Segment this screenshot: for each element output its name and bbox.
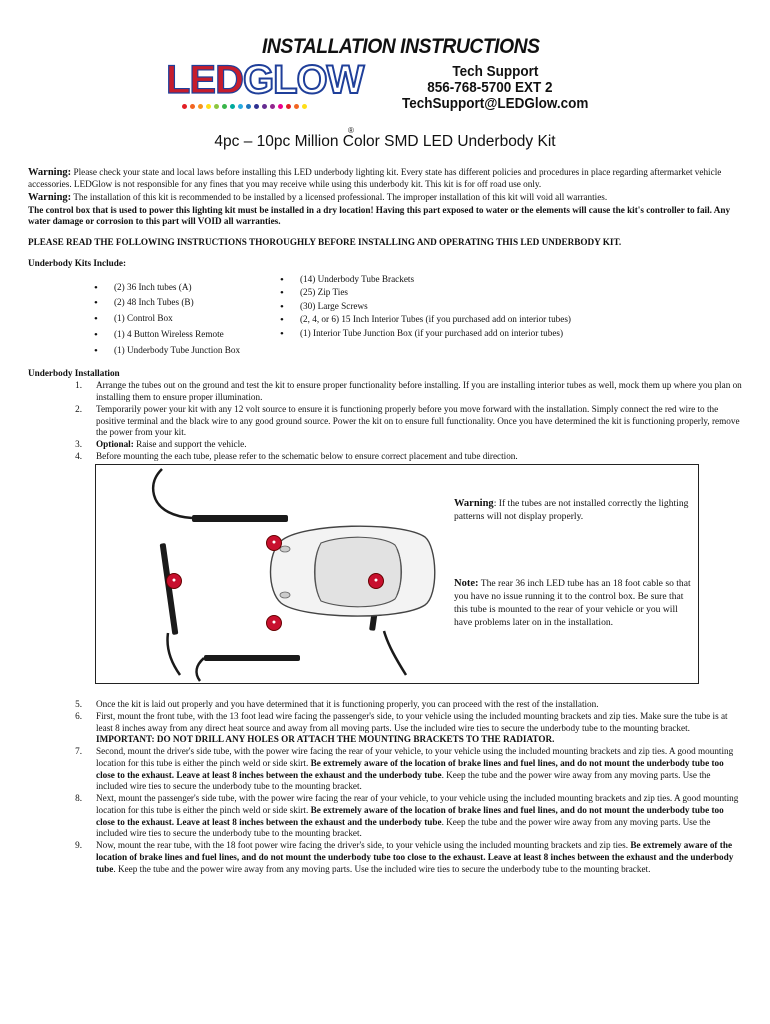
logo-dot: [206, 104, 211, 109]
logo-dot: [254, 104, 259, 109]
step-number: 1.: [75, 380, 82, 391]
step-text: Arrange the tubes out on the ground and test the kit to ensure proper functionality before installing. If you are installing interior tubes as well, mock them up where you plan on installing them to ensure proper illumination.: [96, 380, 742, 403]
passenger-side-wire: [384, 631, 406, 675]
installation-heading: Underbody Installation: [28, 367, 120, 378]
step-number: 8.: [75, 793, 82, 804]
step-number: 4.: [75, 450, 82, 461]
car-top-view: [261, 517, 439, 625]
step-text: First, mount the front tube, with the 13 foot lead wire facing the passenger's side, to your vehicle using the included mounting brackets and zip ties. Make sure the tube is at least 8 inches away from any direct heat source and away from all moving parts. Use the included wire ties to secure the underbody tube to the mounting bracket.: [96, 710, 728, 733]
kit-list-right: [278, 274, 571, 361]
logo-dot: [238, 104, 243, 109]
kit-contents-heading: Underbody Kits Include:: [28, 257, 127, 268]
step-item: [28, 793, 742, 840]
tech-support-label: Tech Support: [452, 63, 539, 80]
list-item: • (2) 48 Inch Tubes (B): [92, 297, 272, 309]
list-item: • (25) Zip Ties: [278, 287, 571, 299]
tech-support-phone: 856-768-5700 EXT 2: [427, 79, 553, 96]
logo-wordmark: [166, 60, 363, 100]
tech-support-email[interactable]: TechSupport@LEDGlow.com: [402, 95, 589, 112]
logo-dot: [214, 104, 219, 109]
position-marker-rear: ●: [266, 615, 282, 631]
step-text: Second, mount the driver's side tube, with the power wire facing the rear of your vehicle, to your vehicle using the included mounting brackets and zip ties. A good mounting location for this tube is either the pinch weld or side skirt.: [96, 746, 734, 768]
installation-steps: [28, 380, 742, 462]
step-number: 9.: [75, 840, 82, 851]
list-item: • (1) Control Box: [92, 313, 272, 325]
tube-placement-schematic: [95, 464, 699, 684]
document-body: [28, 166, 742, 463]
tech-support-block: [402, 64, 609, 112]
warning-label: Warning: [454, 498, 494, 509]
step-bold: Be extremely aware of the location of brake lines and fuel lines, and do not mount the underbody tube too close to the exhaust. Leave at least 8 inches between the exhaust and the underbody tube: [96, 757, 724, 780]
steps-list: [28, 699, 742, 875]
step-bold: IMPORTANT: DO NOT DRILL ANY HOLES OR ATTACH THE MOUNTING BRACKETS TO THE RADIATOR.: [96, 734, 555, 745]
step-item: [28, 404, 742, 439]
document-title: 4pc – 10pc Million Color SMD LED Underbody Kit: [214, 133, 556, 150]
step-item: [28, 840, 742, 875]
step-text: . Keep the tube and the power wire away from any moving parts. Use the included wire ties to secure the underbody tube to the mounting bracket.: [96, 816, 711, 839]
step-text: . Keep the tube and the power wire away from any moving parts. Use the included wire ties to secure the underbody tube to the mounting bracket.: [96, 769, 711, 792]
note-label: Note:: [454, 578, 479, 589]
car-headlight: [280, 592, 290, 598]
diagram-note: [454, 577, 694, 630]
logo-glow: GLOW: [243, 58, 364, 102]
logo-dot: [246, 104, 251, 109]
warning-local-laws: [28, 166, 742, 191]
control-box-warning: The control box that is used to power this lighting kit must be installed in a dry location! Having this part exposed to water or the elements will cause the kit's controller to fail. Any water damage or corrosion to this part will VOID all warranties.: [28, 204, 731, 227]
warning-label: Warning:: [28, 192, 72, 204]
car-cabin: [315, 537, 401, 607]
list-item: • (30) Large Screws: [278, 301, 571, 313]
kit-list-left: [92, 282, 272, 361]
step-number: 5.: [75, 699, 82, 709]
step-bold: Be extremely aware of the location of brake lines and fuel lines, and do not mount the underbody tube too close to the exhaust. Leave at least 8 inches between the exhaust and the underbody tube: [96, 804, 724, 827]
list-item: • (14) Underbody Tube Brackets: [278, 274, 571, 286]
logo-dot: [182, 104, 187, 109]
kit-contents: [28, 274, 742, 361]
list-item: • (1) 4 Button Wireless Remote: [92, 329, 272, 341]
step-number: 6.: [75, 710, 82, 721]
logo-dot: [270, 104, 275, 109]
warning-text: Please check your state and local laws before installing this LED underbody lighting kit. Every state has different policies and procedures in place regarding aftermarket vehicle accessories. LEDGlow is not responsible for any fines that you may receive while using this underbody kit. This kit is for off road use only.: [28, 167, 722, 190]
step-item: [28, 439, 742, 451]
instructions-title: INSTALLATION INSTRUCTIONS: [262, 35, 540, 58]
step-text: . Keep the tube and the power wire away from any moving parts. Use the included wire ties to secure the underbody tube to the mounting bracket.: [113, 863, 651, 874]
position-marker-driver: ●: [166, 573, 182, 589]
warning-text: : If the tubes are not installed correctly the lighting patterns will not display properly.: [454, 498, 689, 523]
step-item: [28, 380, 742, 404]
rear-tube-wire: [197, 658, 204, 681]
logo-dot: [262, 104, 267, 109]
logo-dot: [294, 104, 299, 109]
installation-steps-continued: [28, 698, 742, 875]
step-number: 7.: [75, 746, 82, 757]
warning-professional: [28, 191, 742, 204]
logo-led: LED: [166, 58, 243, 102]
logo-dot: [190, 104, 195, 109]
position-marker-passenger: ●: [368, 573, 384, 589]
step-item: [28, 451, 742, 463]
step-item: [28, 746, 742, 793]
step-number: 3.: [75, 439, 82, 450]
header: [0, 34, 770, 135]
read-instructions-notice: PLEASE READ THE FOLLOWING INSTRUCTIONS THOROUGHLY BEFORE INSTALLING AND OPERATING THIS LED UNDERBODY KIT.: [28, 237, 622, 248]
step-bold: Optional:: [96, 439, 134, 450]
logo-dot: [286, 104, 291, 109]
position-marker-front: ●: [266, 535, 282, 551]
driver-side-wire: [168, 633, 181, 675]
step-text: Now, mount the rear tube, with the 18 foot power wire facing the driver's side, to your vehicle using the included mounting brackets and zip ties.: [96, 840, 631, 851]
step-number: 2.: [75, 403, 82, 414]
step-text: Raise and support the vehicle.: [133, 439, 247, 450]
list-item: • (1) Interior Tube Junction Box (if your purchased add on interior tubes): [278, 328, 571, 340]
step-text: Before mounting the each tube, please refer to the schematic below to ensure correct placement and tube direction.: [96, 450, 518, 461]
logo-dot: [302, 104, 307, 109]
list-item: • (1) Underbody Tube Junction Box: [92, 345, 272, 357]
step-text: Once the kit is laid out properly and you have determined that it is functioning properly, you can proceed with the rest of the installation.: [96, 699, 599, 709]
warning-label: Warning:: [28, 167, 72, 178]
car-headlight: [280, 546, 290, 552]
step-bold: Be extremely aware of the location of brake lines and fuel lines, and do not mount the underbody tube too close to the exhaust. Leave at least 8 inches between the exhaust and the underbody tube: [96, 840, 734, 874]
list-item: • (2) 36 Inch tubes (A): [92, 282, 272, 294]
ledglow-logo: [166, 58, 371, 135]
logo-dot: [198, 104, 203, 109]
step-item: [28, 711, 742, 746]
logo-registered-mark: ®: [348, 126, 354, 135]
logo-dot: [230, 104, 235, 109]
logo-dot: [222, 104, 227, 109]
diagram-warning: [454, 497, 694, 524]
step-text: Next, mount the passenger's side tube, with the power wire facing the rear of your vehicle, to your vehicle using the included mounting brackets and zip ties. A good mounting location for this tube is either the pinch weld or side skirt.: [96, 793, 739, 815]
step-item: [28, 699, 742, 711]
logo-color-dots: [182, 104, 307, 109]
logo-dot: [278, 104, 283, 109]
note-text: The rear 36 inch LED tube has an 18 foot cable so that you have no issue running it to the control box. Be sure that this tube is mounted to the rear of your vehicle or you will have problems later on in the installation.: [454, 578, 691, 629]
list-item: • (2, 4, or 6) 15 Inch Interior Tubes (if you purchased add on interior tubes): [278, 314, 571, 326]
front-tube-wire: [153, 469, 192, 518]
step-text: Temporarily power your kit with any 12 volt source to ensure it is functioning properly before you move forward with the installation. Simply connect the red wire to the positive terminal and the black wire to any good ground source. Power the kit on to ensure full functionality. Once you have determined the kit is functioning properly, remove the power from your kit.: [96, 403, 740, 438]
warning-text: The installation of this kit is recommended to be installed by a licensed professional. The improper installation of this kit will void all warranties.: [71, 192, 608, 203]
